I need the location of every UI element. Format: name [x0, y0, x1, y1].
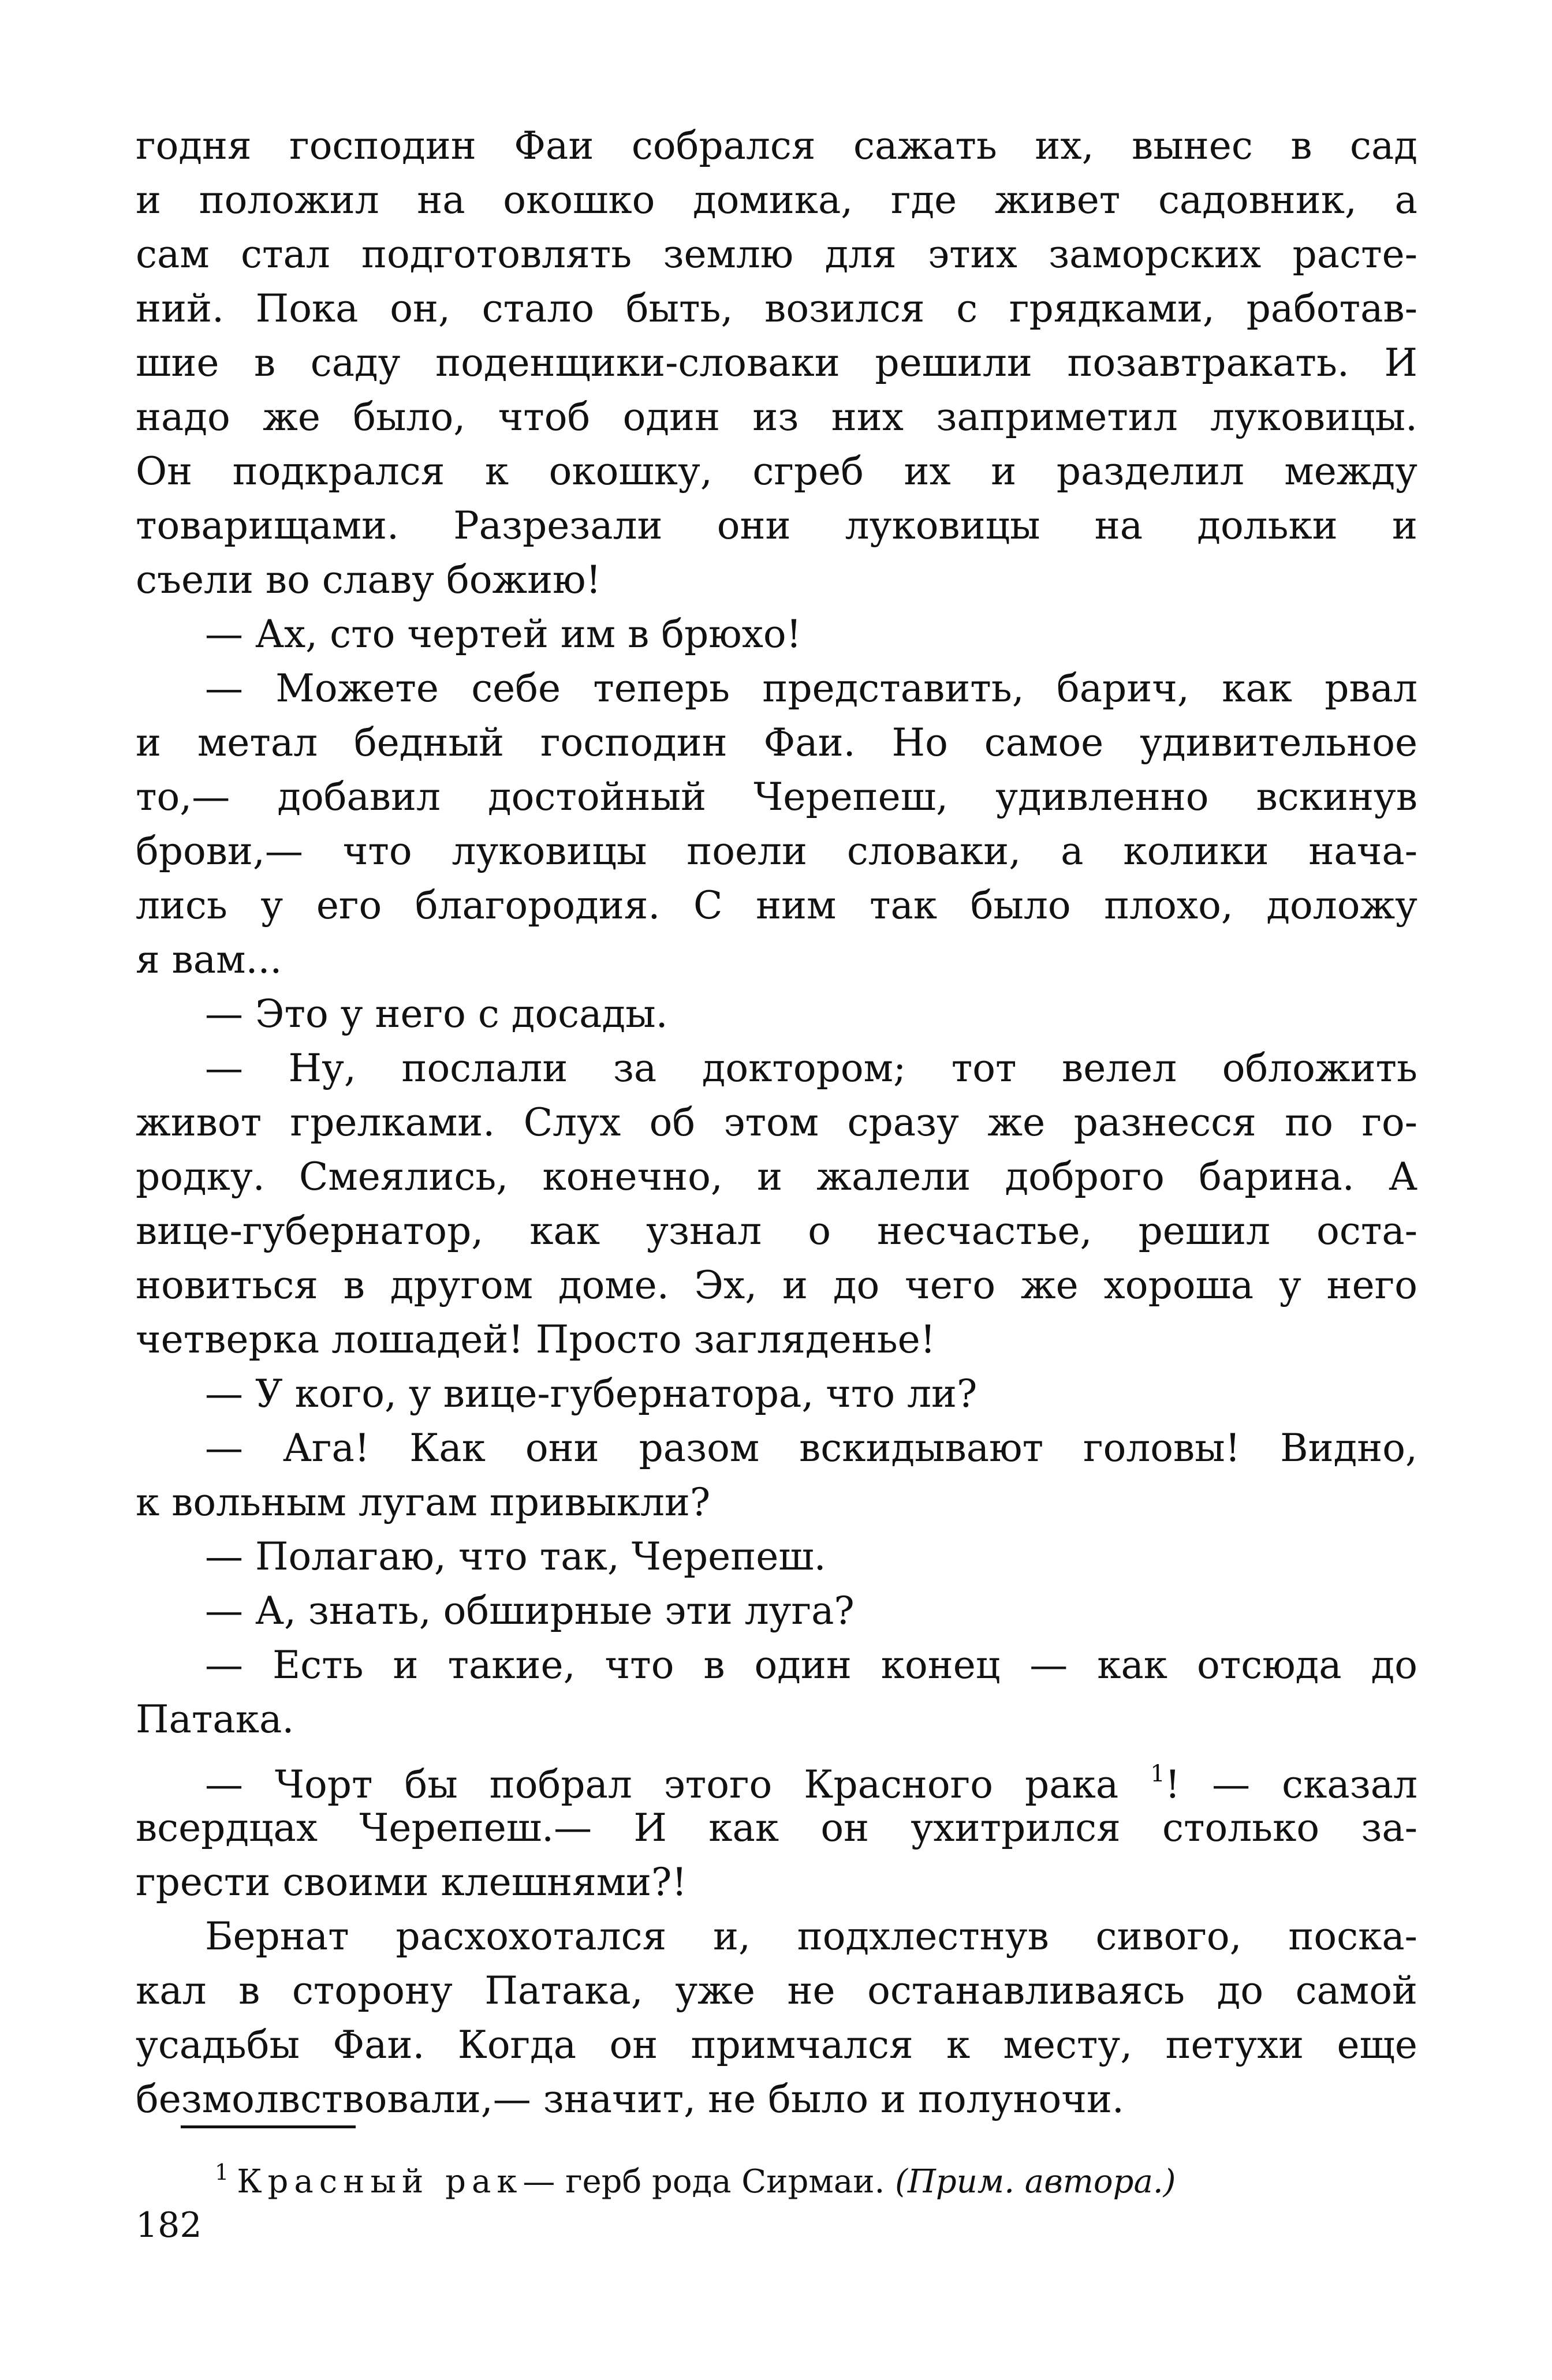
text-line: безмолвствовали,— значит, не было и полуночи. — [136, 2077, 1124, 2121]
text-line: ний. Пока он, стало быть, возился с грядками, работав- — [136, 286, 1417, 331]
footnote-mark: 1 — [215, 2159, 229, 2185]
paragraph-line: Бернат расхохотался и, подхлестнув сивого, поска- — [205, 1914, 1417, 1959]
dialogue-line-with-footnote — [205, 1746, 1417, 1807]
text-span: — Чорт бы побрал этого Красного рака — [205, 1762, 1119, 1807]
text-line: и метал бедный господин Фаи. Но самое удивительное — [136, 720, 1417, 765]
text-line: новиться в другом доме. Эх, и до чего же хороша у него — [136, 1263, 1417, 1307]
text-line: к вольным лугам привыкли? — [136, 1480, 711, 1525]
text-line: съели во славу божию! — [136, 558, 602, 602]
footnote-note: (Прим. автора.) — [895, 2163, 1176, 2200]
footnote-reference: 1 — [1150, 1761, 1165, 1787]
text-line: я вам... — [136, 937, 282, 982]
text-line: надо же было, чтоб один из них заприметил луковицы. — [136, 395, 1417, 439]
text-line: лись у его благородия. С ним так было плохо, доложу — [136, 883, 1417, 928]
text-line: всердцах Черепеш.— И как он ухитрился столько за- — [136, 1806, 1417, 1850]
text-line: сам стал подготовлять землю для этих заморских расте- — [136, 232, 1417, 277]
dialogue-line: — А, знать, обширные эти луга? — [205, 1589, 855, 1633]
text-line: и положил на окошко домика, где живет садовник, а — [136, 178, 1417, 222]
dialogue-line: — Это у него с досады. — [205, 992, 668, 1036]
text-line: усадьбы Фаи. Когда он примчался к месту, петухи еще — [136, 2023, 1417, 2067]
text-line: родку. Смеялись, конечно, и жалели доброго барина. А — [136, 1154, 1417, 1199]
dialogue-line: — У кого, у вице-губернатора, что ли? — [205, 1372, 978, 1416]
text-line: шие в саду поденщики-словаки решили позавтракать. И — [136, 341, 1417, 385]
text-line: живот грелками. Слух об этом сразу же разнесся по го- — [136, 1100, 1417, 1145]
footnote — [215, 2146, 1427, 2208]
dialogue-line: — Полагаю, что так, Черепеш. — [205, 1534, 826, 1579]
text-line: товарищами. Разрезали они луковицы на дольки и — [136, 503, 1417, 548]
text-line: грести своими клешнями?! — [136, 1860, 687, 1904]
text-span: ! — сказал — [1165, 1762, 1417, 1807]
text-line: кал в сторону Патака, уже не останавливаясь до самой — [136, 1968, 1417, 2013]
footnote-text: — герб рода Сирмаи. — [523, 2163, 885, 2200]
dialogue-line: — Ну, послали за доктором; тот велел обложить — [205, 1046, 1417, 1090]
text-line: то,— добавил достойный Черепеш, удивленно вскинув — [136, 775, 1417, 819]
text-line: брови,— что луковицы поели словаки, а колики нача- — [136, 829, 1417, 873]
dialogue-line: — Можете себе теперь представить, барич, как рвал — [205, 666, 1417, 711]
text-line: Он подкрался к окошку, сгреб их и разделил между — [136, 449, 1417, 494]
footnote-divider — [181, 2125, 356, 2128]
text-line: Патака. — [136, 1697, 294, 1742]
dialogue-line: — Есть и такие, что в один конец — как отсюда до — [205, 1643, 1417, 1687]
dialogue-line: — Ах, сто чертей им в брюхо! — [205, 612, 802, 656]
text-line: годня господин Фаи собрался сажать их, вынес в сад — [136, 124, 1417, 168]
text-line: четверка лошадей! Просто загляденье! — [136, 1317, 936, 1362]
dialogue-line: — Ага! Как они разом вскидывают головы! Видно, — [205, 1426, 1417, 1470]
page-number: 182 — [136, 2205, 202, 2246]
footnote-term: Красный рак — [237, 2163, 523, 2200]
text-line: вице-губернатор, как узнал о несчастье, решил оста- — [136, 1209, 1417, 1253]
